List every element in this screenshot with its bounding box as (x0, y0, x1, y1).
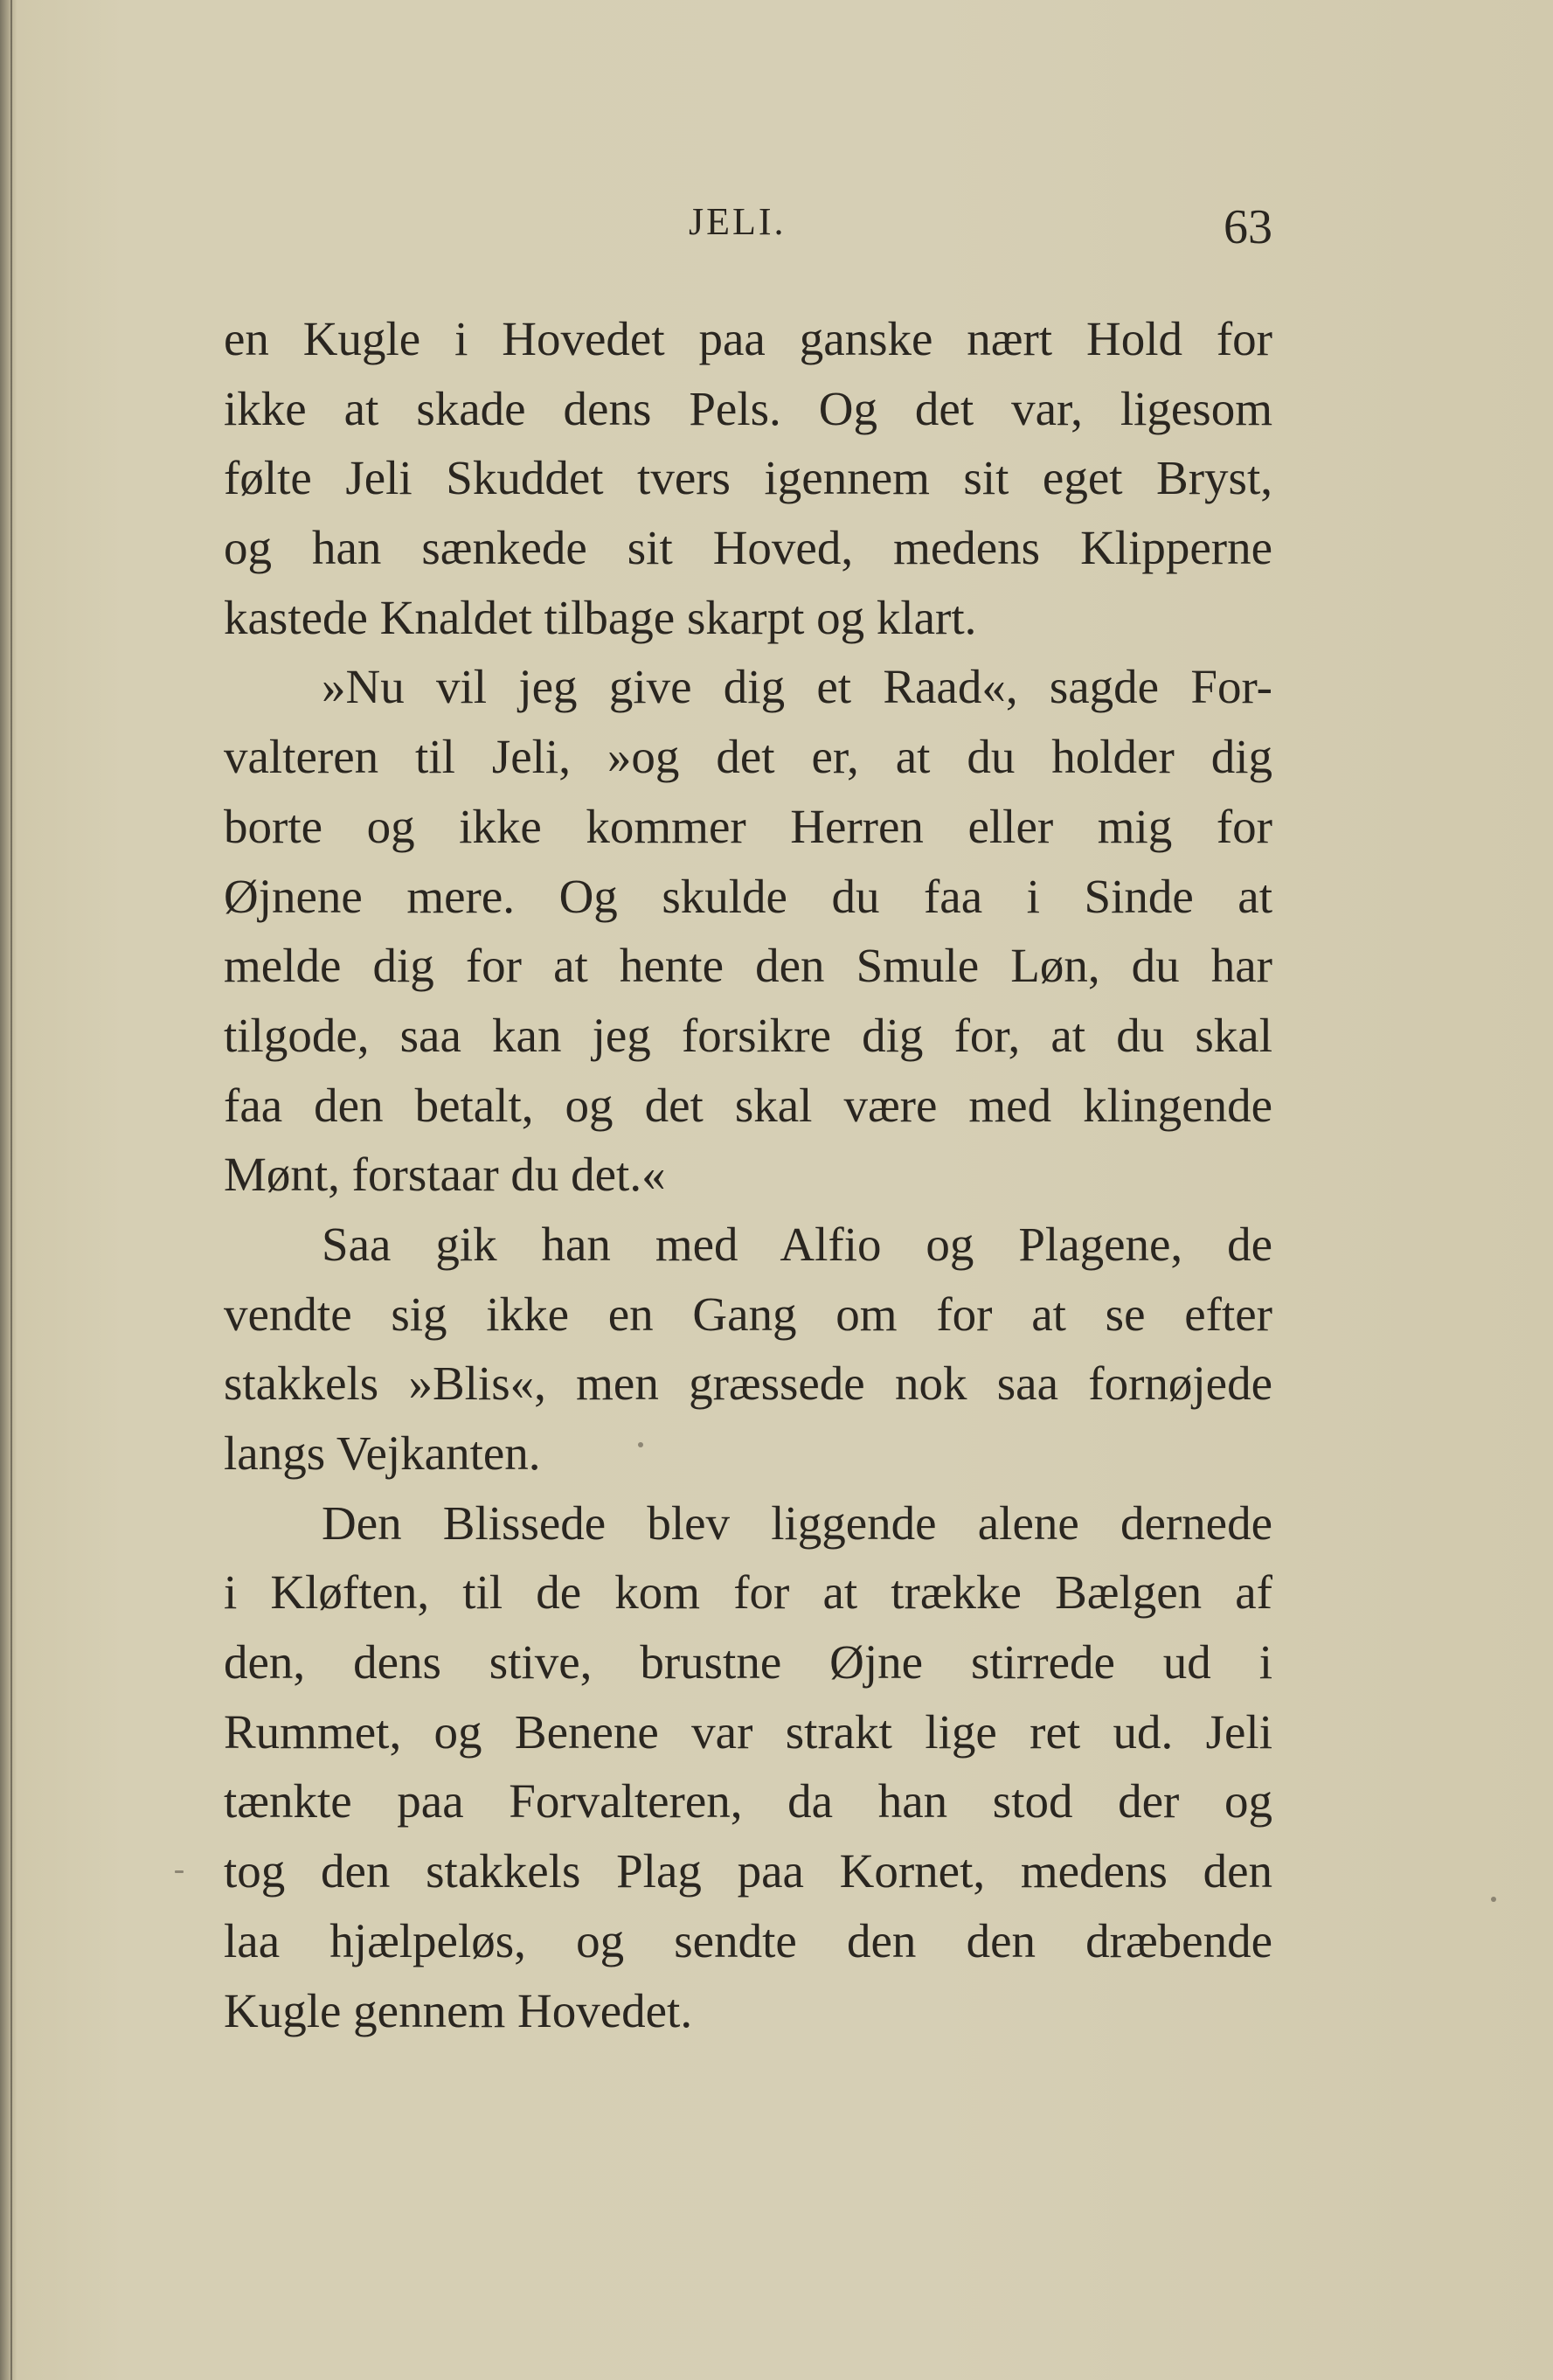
text-line: faa den betalt, og det skal være med klingende (224, 1078, 1272, 1132)
text-line: Mønt, forstaar du det.« (224, 1148, 666, 1202)
text-line: »Nu vil jeg give dig et Raad«, sagde For- (322, 660, 1272, 714)
text-line: den, dens stive, brustne Øjne stirrede ud i (224, 1635, 1272, 1690)
text-line: kastede Knaldet tilbage skarpt og klart. (224, 590, 977, 644)
print-speck (638, 1442, 643, 1447)
text-line: langs Vejkanten. (224, 1426, 541, 1480)
text-line: Kugle gennem Hovedet. (224, 1983, 693, 2037)
text-line: vendte sig ikke en Gang om for at se efter (224, 1287, 1272, 1341)
text-line: tilgode, saa kan jeg forsikre dig for, at du skal (224, 1008, 1272, 1062)
text-line: laa hjælpeløs, og sendte den den dræbende (224, 1913, 1272, 1967)
text-line: borte og ikke kommer Herren eller mig for (224, 799, 1272, 853)
text-line: Den Blissede blev liggende alene dernede (322, 1495, 1272, 1550)
text-line: en Kugle i Hovedet paa ganske nært Hold for (224, 312, 1272, 365)
running-title: JELI. (689, 200, 787, 243)
text-line: følte Jeli Skuddet tvers igennem sit eget Bryst, (224, 451, 1272, 505)
body-text (224, 304, 1272, 2045)
text-line: stakkels »Blis«, men græssede nok saa fornøjede (224, 1357, 1272, 1411)
page-number: 63 (1224, 200, 1272, 254)
print-speck (175, 1870, 184, 1873)
page-header (224, 199, 1272, 252)
text-line: og han sænkede sit Hoved, medens Klipperne (224, 521, 1272, 575)
text-line: valteren til Jeli, »og det er, at du holder dig (224, 730, 1272, 784)
page-gutter-shadow (0, 0, 17, 2380)
text-line: Rummet, og Benene var strakt lige ret ud. Jeli (224, 1704, 1272, 1759)
text-line: Saa gik han med Alfio og Plagene, de (322, 1217, 1272, 1271)
text-line: tænkte paa Forvalteren, da han stod der og (224, 1774, 1272, 1828)
print-speck (1491, 1897, 1496, 1902)
text-line: i Kløften, til de kom for at trække Bælgen af (224, 1565, 1272, 1620)
text-line: Øjnene mere. Og skulde du faa i Sinde at (224, 869, 1272, 923)
text-line: tog den stakkels Plag paa Kornet, medens den (224, 1844, 1272, 1898)
text-line: ikke at skade dens Pels. Og det var, ligesom (224, 381, 1272, 435)
text-line: melde dig for at hente den Smule Løn, du har (224, 939, 1272, 993)
page-gutter-line (10, 0, 12, 2380)
